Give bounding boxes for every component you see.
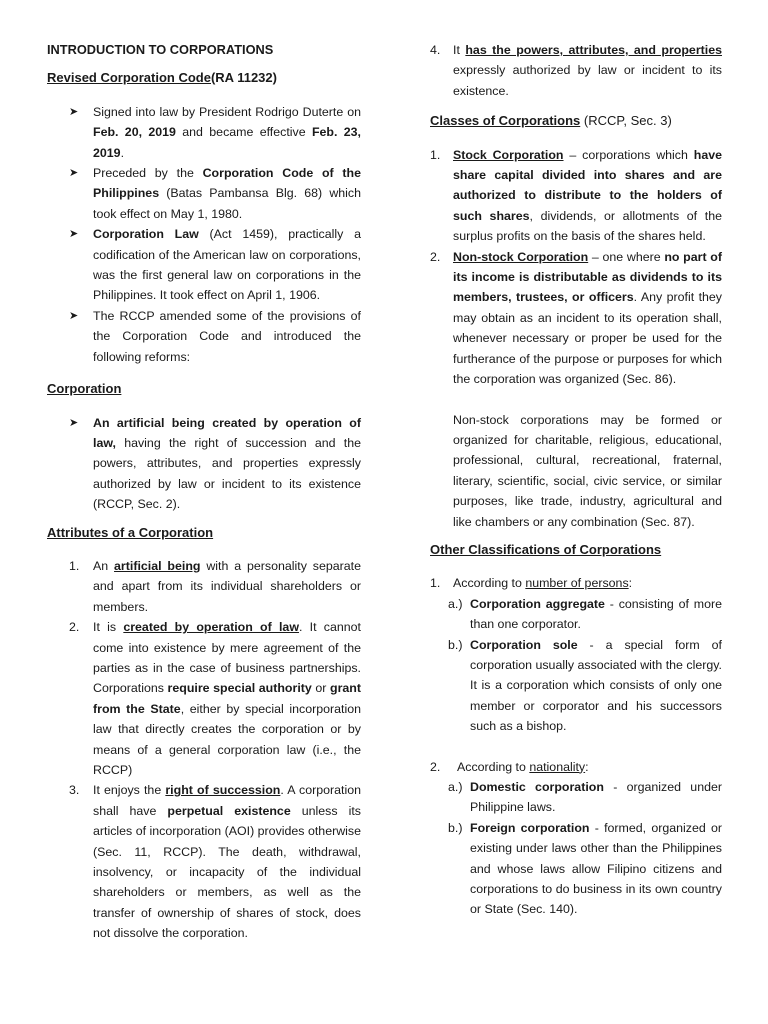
classification-nationality: 2. According to nationality:: [430, 759, 589, 774]
corporation-sole: b.) Corporation sole - a special form of corporation usually associated with the clergy. It is a corporation which consists of only one member or corporator and his successors such as a bishop.: [448, 637, 722, 734]
arrow-bullet-icon: ➤: [69, 416, 79, 429]
document-title: INTRODUCTION TO CORPORATIONS: [47, 42, 274, 57]
arrow-bullet-icon: ➤: [69, 309, 79, 322]
arrow-bullet-icon: ➤: [69, 105, 79, 118]
arrow-bullet-icon: ➤: [69, 167, 79, 180]
classification-number: 1. According to number of persons:: [430, 576, 633, 591]
attribute-4: 4. It has the powers, attributes, and properties expressly authorized by law or incident to its existence.: [430, 43, 722, 98]
attribute-1: 1. An artificial being with a personality separate and apart from its individual shareholders or members.: [69, 558, 362, 614]
bullet-rccp-amended: ➤ The RCCP amended some of the provisions of the Corporation Code and introduced the following reforms:: [47, 306, 361, 367]
bullet-corporation-law: ➤ Corporation Law (Act 1459), practically a codification of the American law on corporations, was the first general law on corporations in the Philippines. It took effect on April 1, 1906.: [47, 224, 361, 306]
attribute-3: 3. It enjoys the right of succession. A corporation shall have perpetual existence unless its articles of incorporation (AOI) provides otherwise (Sec. 11, RCCP). The death, withdrawal, insolvency, or incapacity of the individual shareholders or members, as well as the transfer of ownership of shares of stock, does not dissolve the corporation.: [69, 783, 361, 941]
attributes-heading: Attributes of a Corporation: [47, 524, 214, 540]
domestic-corporation: a.) Domestic corporation - organized under Philippine laws.: [448, 780, 722, 815]
bullet-signed: ➤ Signed into law by President Rodrigo Duterte on Feb. 20, 2019 and became effective Feb. 23, 2019.: [47, 102, 361, 163]
other-classifications-heading: Other Classifications of Corporations: [430, 541, 662, 557]
corporation-aggregate: a.) Corporation aggregate - consisting of more than one corporator.: [448, 596, 722, 632]
corporation-definition: ➤ An artificial being created by operation of law, having the right of succession and the powers, attributes, and properties expressly authorized by law or incident to its existence (RCCP, Sec. 2).: [47, 413, 361, 515]
foreign-corporation: b.) Foreign corporation - formed, organized or existing under laws other than the Philippines and whose laws allow Filipino citizens and corporations to do business in its own country or State (Sec. 140).: [448, 820, 722, 917]
attribute-2: 2. It is created by operation of law. It cannot come into existence by mere agreement of the parties as in the case of business partnerships. Corporations require special authority or grant from the State, either by special incorporation law that directly creates the corporation or by means of a general corporation law (i.e., the RCCP): [69, 620, 361, 777]
left-column: [47, 40, 361, 944]
class-stock: 1. Stock Corporation – corporations which have share capital divided into shares and are authorized to distribute to the holders of such shares, dividends, or allotments of the surplus profits on the basis of the shares held.: [430, 147, 722, 244]
bullet-preceded: ➤ Preceded by the Corporation Code of the Philippines (Batas Pambansa Blg. 68) which took effect on May 1, 1980.: [47, 163, 361, 224]
class-nonstock: 2. Non-stock Corporation – one where no part of its income is distributable as dividends to its members, trustees, or officers. Any profit they may obtain as an incident to its operation shall, whenever necessary or proper be used for the furtherance of the purpose or purposes for which the corporation was organized (Sec. 86).: [430, 249, 723, 387]
right-column: [430, 40, 722, 920]
classes-heading: Classes of Corporations (RCCP, Sec. 3): [430, 113, 672, 129]
corporation-heading: Corporation: [47, 381, 122, 397]
nonstock-purposes: Non-stock corporations may be formed or organized for charitable, religious, educational, professional, cultural, recreational, fraternal, literary, scientific, social, civic service, or similar purposes, like trade, industry, agricultural and like chambers or any combination (Sec. 87).: [453, 412, 722, 529]
arrow-bullet-icon: ➤: [69, 228, 79, 241]
rcc-heading: Revised Corporation Code(RA 11232): [47, 70, 277, 86]
